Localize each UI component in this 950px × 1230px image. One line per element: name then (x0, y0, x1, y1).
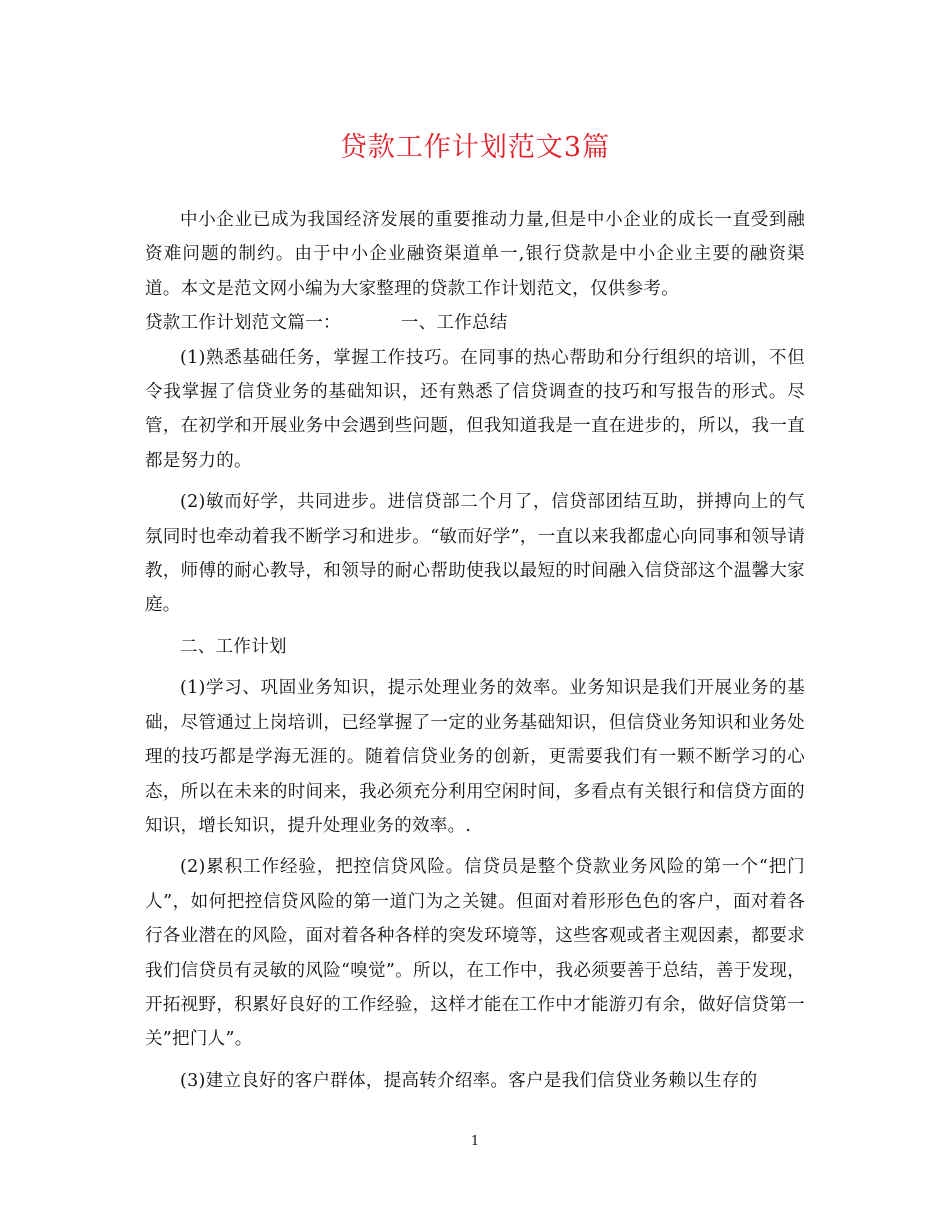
plan-paragraph-2: (2)累积工作经验，把控信贷风险。信贷员是整个贷款业务风险的第一个“把门人”，如何把控信贷风险的第一道门为之关键。但面对着形形色色的客户，面对着各行各业潜在的风险，面对着各种各样的突发环境等，这些客观或者主观因素，都要求我们信贷员有灵敏的风险“嗅觉”。所以，在工作中，我必须要善于总结，善于发现，开拓视野，积累好良好的工作经验，这样才能在工作中才能游刃有余，做好信贷第一关”把门人”。 (145, 857, 805, 1050)
section-two-heading: 二、工作计划 (180, 636, 287, 657)
section-one-heading: 一、工作总结 (400, 313, 508, 334)
summary-paragraph-2: (2)敏而好学，共同进步。进信贷部二个月了，信贷部团结互助，拼搏向上的气氛同时也牵动着我不断学习和进步。“敏而好学”，一直以来我都虚心向同事和领导请教，师傅的耐心教导，和领导的耐心帮助使我以最短的时间融入信贷部这个温馨大家庭。 (145, 492, 805, 616)
section-one-line (145, 306, 805, 340)
plan-paragraph-3: (3)建立良好的客户群体，提高转介绍率。客户是我们信贷业务赖以生存的 (180, 1070, 758, 1091)
page-number: 1 (470, 1134, 480, 1149)
document-title: 贷款工作计划范文3篇 (339, 132, 611, 163)
document-body (145, 203, 805, 1098)
plan-paragraph-1: (1)学习、巩固业务知识，提示处理业务的效率。业务知识是我们开展业务的基础，尽管通过上岗培训，已经掌握了一定的业务基础知识，但信贷业务知识和业务处理的技巧都是学海无涯的。随着信贷业务的创新，更需要我们有一颗不断学习的心态，所以在未来的时间来，我必须充分利用空闲时间，多看点有关银行和信贷方面的知识，增长知识，提升处理业务的效率。. (145, 678, 805, 836)
intro-paragraph: 中小企业已成为我国经济发展的重要推动力量,但是中小企业的成长一直受到融资难问题的制约。由于中小企业融资渠道单一,银行贷款是中小企业主要的融资渠道。本文是范文网小编为大家整理的贷款工作计划范文，仅供参考。 (145, 210, 805, 299)
summary-paragraph-1: (1)熟悉基础任务，掌握工作技巧。在同事的热心帮助和分行组织的培训，不但令我掌握了信贷业务的基础知识，还有熟悉了信贷调查的技巧和写报告的形式。尽管，在初学和开展业务中会遇到些问题，但我知道我是一直在进步的，所以，我一直都是努力的。 (145, 347, 805, 471)
section-one-label: 贷款工作计划范文篇一： (145, 313, 341, 334)
